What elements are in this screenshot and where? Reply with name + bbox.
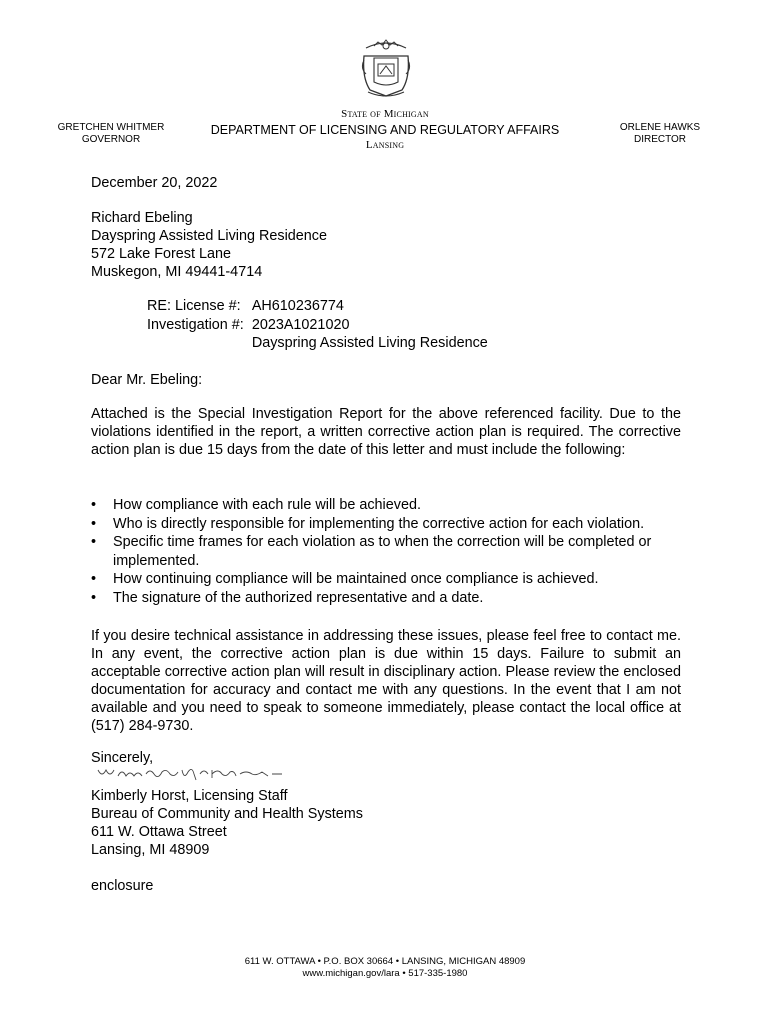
requirements-list xyxy=(91,496,681,607)
list-item: • How continuing compliance will be maintained once compliance is achieved. xyxy=(91,570,681,589)
closing: Sincerely, xyxy=(91,750,154,766)
list-item: • Specific time frames for each violation as to when the correction will be completed or implemented. xyxy=(91,533,681,570)
list-item: • The signature of the authorized representative and a date. xyxy=(91,589,681,608)
department-name: DEPARTMENT OF LICENSING AND REGULATORY AFFAIRS xyxy=(210,123,560,137)
recipient-city: Muskegon, MI 49441-4714 xyxy=(91,264,263,280)
recipient-street: 572 Lake Forest Lane xyxy=(91,246,232,262)
enclosure-note: enclosure xyxy=(91,878,154,894)
recipient-name: Richard Ebeling xyxy=(91,210,193,226)
investigation-label: Investigation #: xyxy=(147,316,244,333)
governor-block xyxy=(52,122,170,146)
paragraph-intro: Attached is the Special Investigation Report for the above referenced facility. Due to the violations identified in the report, a written corrective action plan is required. The corrective action plan is due 15 days from the date of this letter and must include the following: xyxy=(91,406,681,458)
letter-date: December 20, 2022 xyxy=(91,175,218,191)
license-number: AH610236774 xyxy=(251,298,344,314)
footer-contact: www.michigan.gov/lara • 517-335-1980 xyxy=(302,968,468,979)
signer-block xyxy=(91,787,681,859)
signer-name: Kimberly Horst, Licensing Staff xyxy=(91,788,288,804)
paragraph-assistance: If you desire technical assistance in addressing these issues, please feel free to contact me. In any event, the corrective action plan is due within 15 days. Failure to submit an acceptable corrective action plan will result in disciplinary action. Please review the enclosed documentation for accuracy and contact me with any questions. In the event that I am not available and you need to speak to someone immediately, please contact the local office at (517) 284-9730. xyxy=(91,628,681,734)
director-title: DIRECTOR xyxy=(633,134,687,145)
signer-city: Lansing, MI 48909 xyxy=(91,842,210,858)
reference-facility: Dayspring Assisted Living Residence xyxy=(251,335,488,351)
signer-street: 611 W. Ottawa Street xyxy=(91,824,227,840)
footer xyxy=(0,956,770,980)
governor-title: GOVERNOR xyxy=(81,134,141,145)
director-block xyxy=(610,122,710,146)
signer-bureau: Bureau of Community and Health Systems xyxy=(91,806,363,822)
license-label: RE: License #: xyxy=(147,298,241,314)
recipient-facility: Dayspring Assisted Living Residence xyxy=(91,228,327,244)
department-header xyxy=(195,108,575,151)
michigan-seal-icon xyxy=(360,38,412,98)
city-name: Lansing xyxy=(365,139,405,151)
footer-address: 611 W. OTTAWA • P.O. BOX 30664 • LANSING, MICHIGAN 48909 xyxy=(244,956,526,967)
investigation-number: 2023A1021020 xyxy=(251,316,350,333)
list-item: • Who is directly responsible for implementing the corrective action for each violation. xyxy=(91,515,681,534)
recipient-address xyxy=(91,209,681,281)
list-item: • How compliance with each rule will be achieved. xyxy=(91,496,681,515)
governor-name: GRETCHEN WHITMER xyxy=(57,122,165,133)
salutation: Dear Mr. Ebeling: xyxy=(91,372,203,388)
signature-icon xyxy=(96,764,286,784)
state-name: State of Michigan xyxy=(341,108,429,120)
reference-block xyxy=(147,297,488,353)
director-name: ORLENE HAWKS xyxy=(619,122,701,133)
